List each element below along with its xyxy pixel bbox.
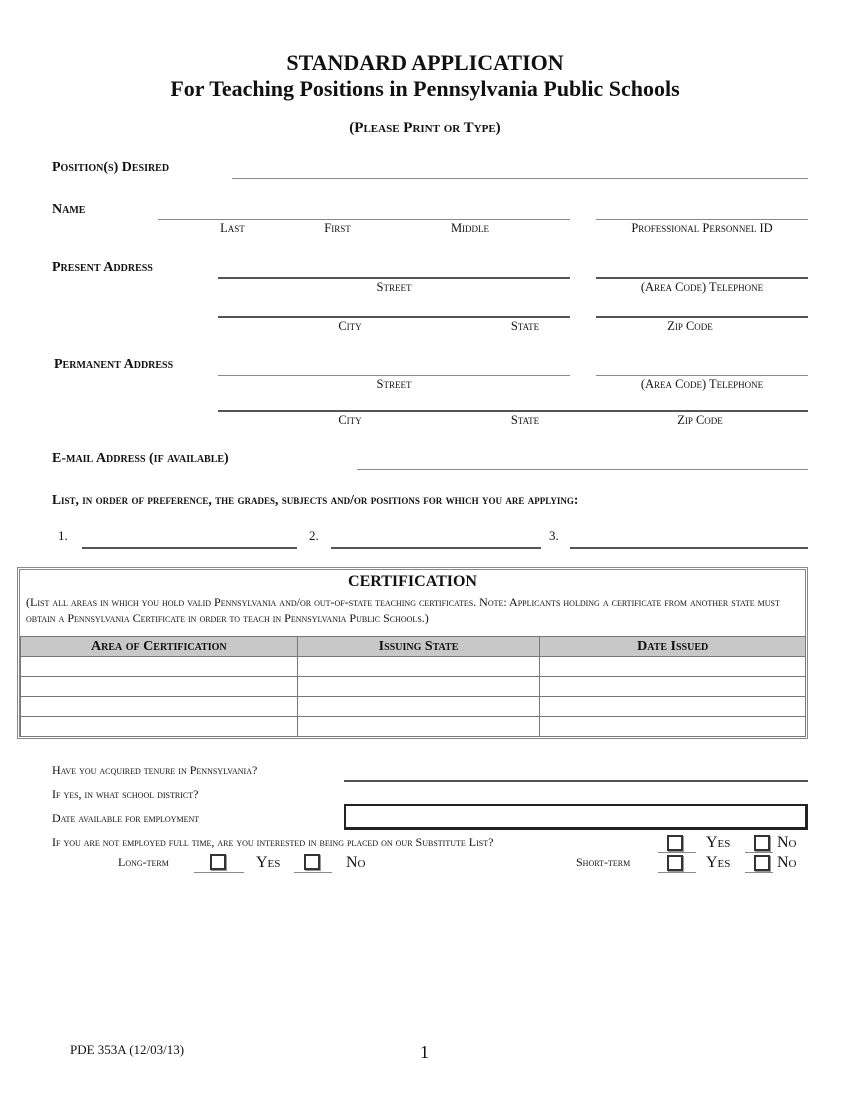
caption-present-telephone: (Area Code) Telephone [640, 280, 764, 294]
caption-present-street: Street [376, 280, 412, 294]
cell-area[interactable] [21, 657, 298, 677]
short-term-no-checkbox[interactable] [754, 855, 770, 871]
long-term-yes-checkbox[interactable] [210, 854, 226, 870]
table-row [21, 717, 806, 737]
positions-desired-input[interactable] [232, 162, 808, 178]
preferences-label: List, in order of preference, the grades, subjects and/or positions for which you are applying: [52, 492, 579, 507]
caption-present-zip: Zip Code [667, 319, 713, 333]
cell-state[interactable] [297, 697, 540, 717]
email-underline [357, 469, 808, 470]
preference-2-number: 2. [309, 528, 319, 543]
caption-permanent-telephone: (Area Code) Telephone [640, 377, 764, 391]
permanent-street-underline [218, 375, 570, 376]
cell-date[interactable] [540, 697, 806, 717]
substitute-question: If you are not employed full time, are you interested in being placed on our Substitute List? [52, 835, 494, 849]
form-subtitle: For Teaching Positions in Pennsylvania Public Schools [170, 76, 680, 101]
present-street-input[interactable] [218, 261, 570, 277]
date-available-label: Date available for employment [52, 811, 200, 825]
preference-2-input[interactable] [331, 530, 541, 546]
permanent-city-underline [218, 410, 808, 412]
cell-area[interactable] [21, 677, 298, 697]
certification-title: CERTIFICATION [348, 573, 477, 590]
substitute-no-label: No [777, 834, 797, 851]
preference-1-underline [82, 547, 297, 549]
date-available-input[interactable] [344, 804, 808, 830]
table-row [21, 677, 806, 697]
caption-last: Last [220, 221, 245, 235]
present-telephone-underline [596, 277, 808, 279]
permanent-city-state-zip-input[interactable] [218, 394, 808, 410]
tenure-question: Have you acquired tenure in Pennsylvania? [52, 763, 258, 777]
long-term-label: Long-term [118, 855, 169, 869]
email-input[interactable] [357, 453, 808, 469]
caption-permanent-state: State [510, 413, 540, 427]
print-instruction: (Please Print or Type) [349, 120, 501, 136]
long-term-yes-underline [194, 872, 244, 873]
district-question: If yes, in what school district? [52, 787, 199, 801]
cell-date[interactable] [540, 657, 806, 677]
permanent-address-label: Permanent Address [54, 357, 174, 372]
cell-area[interactable] [21, 717, 298, 737]
substitute-yes-underline [658, 852, 696, 853]
positions-desired-underline [232, 178, 808, 179]
cell-date[interactable] [540, 677, 806, 697]
caption-first: First [324, 221, 351, 235]
form-code: PDE 353A (12/03/13) [70, 1042, 185, 1057]
present-city-state-input[interactable] [218, 300, 570, 316]
cell-state[interactable] [297, 657, 540, 677]
certification-header-row [21, 637, 806, 657]
long-term-no-label: No [346, 854, 366, 871]
permanent-telephone-underline [596, 375, 808, 376]
name-label: Name [52, 202, 86, 217]
short-term-yes-checkbox[interactable] [667, 855, 683, 871]
preference-1-number: 1. [58, 528, 68, 543]
present-address-label: Present Address [52, 260, 153, 275]
cell-state[interactable] [297, 677, 540, 697]
name-input[interactable] [158, 203, 570, 219]
page-number: 1 [420, 1042, 429, 1062]
permanent-street-input[interactable] [218, 359, 570, 375]
column-issuing-state: Issuing State [297, 637, 540, 657]
cell-area[interactable] [21, 697, 298, 717]
substitute-no-underline [745, 852, 773, 853]
column-date-issued: Date Issued [540, 637, 806, 657]
tenure-input[interactable] [344, 764, 808, 780]
short-term-yes-underline [658, 872, 696, 873]
caption-present-state: State [510, 319, 540, 333]
caption-permanent-street: Street [376, 377, 412, 391]
personnel-id-input[interactable] [596, 203, 808, 219]
substitute-yes-checkbox[interactable] [667, 835, 683, 851]
long-term-no-checkbox[interactable] [304, 854, 320, 870]
present-zip-underline [596, 316, 808, 318]
caption-permanent-city: City [338, 413, 362, 427]
short-term-no-underline [745, 872, 773, 873]
present-city-underline [218, 316, 570, 318]
long-term-no-underline [294, 872, 332, 873]
form-title: STANDARD APPLICATION [286, 50, 564, 75]
present-street-underline [218, 277, 570, 279]
personnel-id-underline [596, 219, 808, 220]
short-term-yes-label: Yes [706, 854, 731, 871]
caption-personnel-id: Professional Personnel ID [631, 221, 773, 235]
certification-note: (List all areas in which you hold valid Pennsylvania and/or out-of-state teaching certificates. Note: Applicants holding a certificate from another state must obtain a Pennsylvania Certificate in order to teach in Pennsylvania Public Schools.) [26, 595, 780, 625]
short-term-no-label: No [777, 854, 797, 871]
caption-middle: Middle [450, 221, 490, 235]
table-row [21, 657, 806, 677]
caption-present-city: City [338, 319, 362, 333]
cell-state[interactable] [297, 717, 540, 737]
preference-3-underline [570, 547, 808, 549]
present-zip-input[interactable] [596, 300, 808, 316]
name-underline [158, 219, 570, 220]
certification-table [20, 636, 806, 737]
substitute-yes-label: Yes [706, 834, 731, 851]
preference-2-underline [331, 547, 541, 549]
present-telephone-input[interactable] [596, 261, 808, 277]
cell-date[interactable] [540, 717, 806, 737]
permanent-telephone-input[interactable] [596, 359, 808, 375]
preference-1-input[interactable] [82, 530, 297, 546]
substitute-no-checkbox[interactable] [754, 835, 770, 851]
caption-permanent-zip: Zip Code [677, 413, 723, 427]
preference-3-number: 3. [549, 528, 559, 543]
preference-3-input[interactable] [570, 530, 808, 546]
column-area-of-certification: Area of Certification [21, 637, 298, 657]
table-row [21, 697, 806, 717]
long-term-yes-label: Yes [256, 854, 281, 871]
tenure-underline [344, 780, 808, 782]
positions-desired-label: Position(s) Desired [52, 160, 170, 175]
email-label: E-mail Address (if available) [52, 451, 229, 466]
short-term-label: Short-term [576, 855, 631, 869]
